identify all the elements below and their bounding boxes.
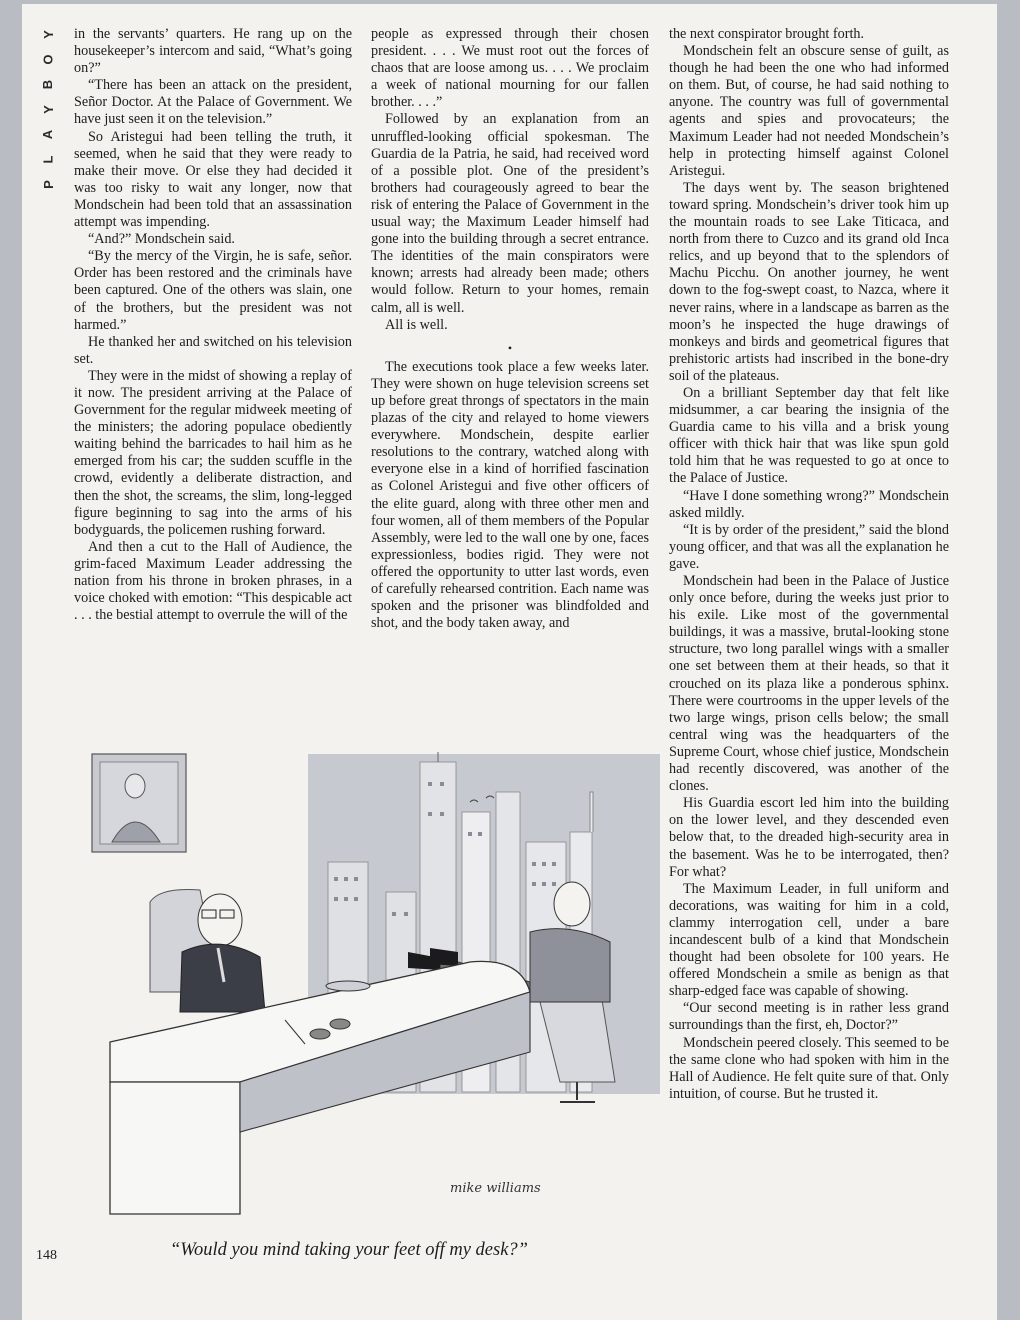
paragraph: His Guardia escort led him into the building on the lower level, and they descended even below that, to the dreaded high-security area in the basement. Was he to be interrogated, then? For what?	[669, 795, 949, 880]
logo-letter: B	[40, 79, 56, 90]
paragraph: “Have I done something wrong?” Mondschein asked mildly.	[669, 487, 949, 521]
paragraph: And then a cut to the Hall of Audience, the grim-faced Maximum Leader addressing the nation from his throne in broken phrases, in a voice choked with emotion: “This despicable act . . . the bestial attempt to overrule the will of the	[74, 538, 352, 624]
logo-letter: L	[40, 155, 56, 164]
cartoon-illustration	[90, 752, 670, 1230]
paragraph: The Maximum Leader, in full uniform and decorations, was waiting for him in a cold, clammy interrogation cell, under a bare incandescent bulb of a kind that Mondschein thought had been obsolete for 100 years. He offered Mondschein a smile as benign as that sharp-edged face was capable of showing.	[669, 880, 949, 1000]
paragraph: Mondschein felt an obscure sense of guilt, as though he had been the one who had informed on them. But, of course, he had said nothing to anyone. The country was full of governmental agents and spies and provocateurs; the Maximum Leader had not needed Mondschein’s help in protecting himself against Colonel Aristegui.	[669, 43, 949, 179]
cartoonist-signature: mike williams	[450, 1181, 541, 1196]
page-number: 148	[36, 1248, 57, 1263]
playboy-vertical-logo	[38, 26, 58, 193]
logo-letter: O	[40, 54, 56, 65]
cartoon-caption: “Would you mind taking your feet off my desk?”	[170, 1240, 528, 1260]
paragraph: So Aristegui had been telling the truth, it seemed, when he said that they were ready to make their move. Or else they had decided it was too risky to wait any longer, now that Mondschein had been told that an assassination attempt was impending.	[74, 128, 352, 231]
logo-letter: P	[40, 180, 56, 189]
paragraph: All is well.	[385, 316, 448, 333]
seated-executive-left	[150, 890, 265, 1013]
paragraph: “It is by order of the president,” said the blond young officer, and that was all the explanation he gave.	[669, 521, 949, 572]
paragraph: “There has been an attack on the president, Señor Doctor. At the Palace of Government. We have just seen it on the television.”	[74, 77, 352, 128]
paragraph: people as expressed through their chosen president. . . . We must root out the forces of chaos that are loose among us. . . . We proclaim a week of national mourning for our fallen brother. . . .”	[371, 26, 649, 111]
paragraph: “By the mercy of the Virgin, he is safe, señor. Order has been restored and the criminals have been captured. One of the others was slain, one of the brothers, but the president was not harmed.”	[74, 248, 352, 333]
paragraph: Mondschein peered closely. This seemed to be the same clone who had spoken with him in the Hall of Audience. He felt quite sure of that. Only intuition, of course. But he trusted it.	[669, 1034, 949, 1102]
paragraph: They were in the midst of showing a replay of it now. The president arriving at the Palace of Government for the regular midweek meeting of the ministers; the adoring populace obediently waiting behind the barricades to hail him as he emerged from his car; the sudden scuffle in the crowd, evidently a deliberate distraction, and then the shot, the screams, the slim, long-legged figure beginning to sag into the arms of his bodyguards, the policemen rushing forward.	[74, 367, 352, 538]
paragraph: He thanked her and switched on his television set.	[74, 333, 352, 367]
paragraph: On a brilliant September day that felt like midsummer, a car bearing the insignia of the Guardia came to his villa and a brisk young officer with thick hair that was like spun gold told him that he was requested to go at once to the Palace of Justice.	[669, 384, 949, 487]
magazine-page	[22, 4, 997, 1320]
text-column-2	[371, 26, 649, 632]
text-column-1	[74, 26, 352, 624]
paragraph: “Our second meeting is in rather less grand surroundings than the first, eh, Doctor?”	[669, 1000, 949, 1034]
logo-letter: Y	[40, 105, 56, 114]
logo-letter: A	[40, 129, 56, 140]
paragraph: “And?” Mondschein said.	[88, 231, 235, 248]
paragraph: in the servants’ quarters. He rang up on the housekeeper’s intercom and said, “What’s going on?”	[74, 26, 352, 77]
text-column-3	[669, 26, 949, 1103]
paragraph: Mondschein had been in the Palace of Justice only once before, during the weeks just prior to his exile. Like most of the governmental buildings, it was a massive, brutal-looking stone structure, two long parallel wings with a smaller one set between them at their heads, so that it crouched on its plaza like a ponderous sphinx. There were courtrooms in the upper levels of the two large wings, prison cells below; the small central wing was the headquarters of the Supreme Court, whose chief justice, Mondschein had recently discovered, was another of the clones.	[669, 573, 949, 795]
wall-portrait	[92, 754, 186, 852]
logo-letter: Y	[40, 30, 56, 39]
section-break-bullet: •	[507, 340, 513, 355]
paragraph: Followed by an explanation from an unruffled-looking official spokesman. The Guardia de la Patria, he said, had received word of a possible plot. One of the president’s brothers had courageously agreed to bear the risk of entering the Palace of Government in the usual way; the Maximum Leader himself had gone into the building through a secret entrance. The identities of the main conspirators were known; arrests had already been made; others would follow. Return to your homes, remain calm, all is well.	[371, 111, 649, 316]
paragraph: the next conspirator brought forth.	[669, 26, 865, 42]
paragraph: The executions took place a few weeks later. They were shown on huge television screens set up before great throngs of spectators in the main plazas of the city and relayed to home viewers everywhere. Mondschein, despite earlier resolutions to the contrary, watched along with everyone else in a kind of horrified fascination as Colonel Aristegui and five other officers of the elite guard, along with three other men and four women, all of them members of the Popular Assembly, were led to the wall one by one, faces expressionless, bodies rigid. They were not offered the opportunity to utter last words, even of carefully rehearsed contrition. Each name was spoken and the prisoner was blindfolded and shot, and the body taken away, and	[371, 358, 649, 632]
paragraph: The days went by. The season brightened toward spring. Mondschein’s driver took him up the mountain roads to see Lake Titicaca, and north from there to Cuzco and its grand old Inca relics, and up beyond that to the splendors of Machu Picchu. On another journey, he went down to the fog-swept coast, to Nazca, where it never rains, where in a landscape as barren as the moon’s he inspected the huge drawings of monkeys and birds and geometrical figures that prehistoric artists had inscribed in the bone-dry soil of the plateaus.	[669, 179, 949, 384]
